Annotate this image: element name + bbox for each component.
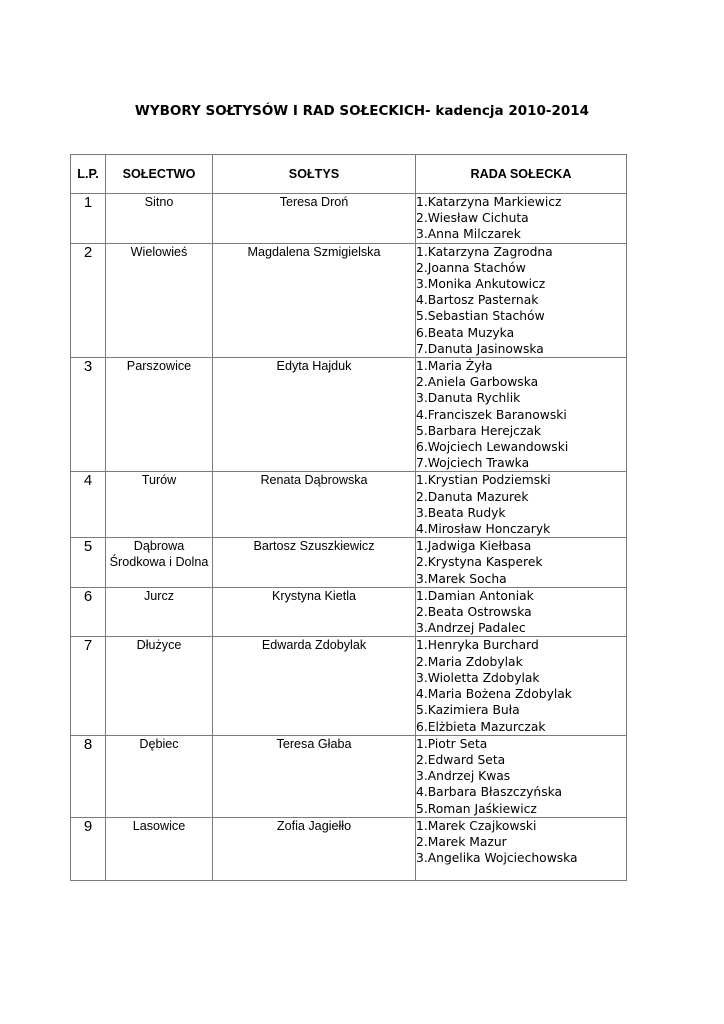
table-row — [71, 194, 627, 244]
council-member: 1.Piotr Seta — [416, 736, 488, 751]
solectwo-cell: Wielowieś — [106, 243, 213, 357]
solectwo-cell: Sitno — [106, 194, 213, 244]
soltys-cell: Edyta Hajduk — [213, 358, 416, 472]
council-member: 2.Edward Seta — [416, 752, 506, 767]
solectwo-cell: Jurcz — [106, 587, 213, 637]
header-lp: L.P. — [71, 155, 106, 194]
council-member: 4.Franciszek Baranowski — [416, 407, 567, 422]
council-member: 6.Wojciech Lewandowski — [416, 440, 569, 455]
soltys-cell: Teresa Droń — [213, 194, 416, 244]
council-member: 4.Maria Bożena Zdobylak — [416, 687, 572, 702]
council-member: 3.Wioletta Zdobylak — [416, 670, 540, 685]
rada-solecka-cell — [416, 637, 627, 735]
solectwo-cell: Lasowice — [106, 817, 213, 880]
council-member: 5.Barbara Herejczak — [416, 423, 542, 438]
council-member: 3.Andrzej Kwas — [416, 769, 511, 784]
row-number: 4 — [71, 472, 106, 538]
row-number: 8 — [71, 735, 106, 817]
council-member: 2.Marek Mazur — [416, 834, 507, 849]
row-number: 2 — [71, 243, 106, 357]
soltys-cell: Renata Dąbrowska — [213, 472, 416, 538]
council-member: 7.Wojciech Trawka — [416, 456, 530, 471]
rada-solecka-cell — [416, 194, 627, 244]
council-member: 2.Wiesław Cichuta — [416, 211, 529, 226]
council-member: 2.Joanna Stachów — [416, 260, 526, 275]
rada-solecka-cell — [416, 472, 627, 538]
council-member: 1.Maria Żyła — [416, 359, 493, 374]
rada-solecka-cell — [416, 587, 627, 637]
council-member: 1.Henryka Burchard — [416, 638, 539, 653]
council-member: 4.Barbara Błaszczyńska — [416, 785, 563, 800]
table-row — [71, 735, 627, 817]
solectwo-cell: Dłużyce — [106, 637, 213, 735]
council-member: 5.Roman Jaśkiewicz — [416, 801, 537, 816]
row-number: 6 — [71, 587, 106, 637]
council-member: 3.Anna Milczarek — [416, 227, 521, 242]
council-member: 2.Maria Zdobylak — [416, 654, 523, 669]
row-number: 9 — [71, 817, 106, 880]
council-member: 5.Kazimiera Buła — [416, 703, 520, 718]
table-row — [71, 538, 627, 588]
soltys-cell: Bartosz Szuszkiewicz — [213, 538, 416, 588]
council-member: 4.Bartosz Pasternak — [416, 293, 539, 308]
council-member: 7.Danuta Jasinowska — [416, 341, 544, 356]
election-results-table — [70, 154, 627, 881]
table-row — [71, 472, 627, 538]
council-member: 2.Krystyna Kasperek — [416, 555, 543, 570]
solectwo-cell: Turów — [106, 472, 213, 538]
row-number: 7 — [71, 637, 106, 735]
council-member: 3.Marek Socha — [416, 571, 507, 586]
solectwo-cell: Dębiec — [106, 735, 213, 817]
table-row — [71, 817, 627, 880]
council-member: 2.Beata Ostrowska — [416, 605, 532, 620]
council-member: 3.Danuta Rychlik — [416, 391, 521, 406]
council-member: 3.Andrzej Padalec — [416, 621, 526, 636]
council-member: 1.Katarzyna Zagrodna — [416, 244, 553, 259]
rada-solecka-cell — [416, 735, 627, 817]
council-member: 5.Sebastian Stachów — [416, 309, 545, 324]
table-header-row — [71, 155, 627, 194]
rada-solecka-cell — [416, 243, 627, 357]
council-member: 1.Jadwiga Kiełbasa — [416, 539, 532, 554]
row-number: 3 — [71, 358, 106, 472]
row-number: 5 — [71, 538, 106, 588]
header-soltys: SOŁTYS — [213, 155, 416, 194]
rada-solecka-cell — [416, 358, 627, 472]
table-row — [71, 243, 627, 357]
council-member: 1.Katarzyna Markiewicz — [416, 195, 562, 209]
council-member: 1.Krystian Podziemski — [416, 473, 551, 488]
council-member: 2.Aniela Garbowska — [416, 375, 539, 390]
solectwo-cell: Dąbrowa Środkowa i Dolna — [106, 538, 213, 588]
council-member: 3.Monika Ankutowicz — [416, 277, 546, 292]
row-number: 1 — [71, 194, 106, 244]
table-body — [71, 194, 627, 881]
council-member: 3.Beata Rudyk — [416, 505, 506, 520]
council-member: 4.Mirosław Honczaryk — [416, 522, 551, 537]
header-rada-solecka: RADA SOŁECKA — [416, 155, 627, 194]
table-row — [71, 587, 627, 637]
rada-solecka-cell — [416, 538, 627, 588]
council-member: 3.Angelika Wojciechowska — [416, 851, 578, 866]
soltys-cell: Teresa Głaba — [213, 735, 416, 817]
council-member: 1.Marek Czajkowski — [416, 818, 537, 833]
soltys-cell: Edwarda Zdobylak — [213, 637, 416, 735]
soltys-cell: Zofia Jagiełło — [213, 817, 416, 880]
soltys-cell: Magdalena Szmigielska — [213, 243, 416, 357]
header-solectwo: SOŁECTWO — [106, 155, 213, 194]
rada-solecka-cell — [416, 817, 627, 880]
document-title: WYBORY SOŁTYSÓW I RAD SOŁECKICH- kadencja 2010-2014 — [134, 103, 590, 119]
solectwo-cell: Parszowice — [106, 358, 213, 472]
table-row — [71, 358, 627, 472]
council-member: 1.Damian Antoniak — [416, 588, 534, 603]
council-member: 6.Elżbieta Mazurczak — [416, 719, 546, 734]
soltys-cell: Krystyna Kietla — [213, 587, 416, 637]
council-member: 2.Danuta Mazurek — [416, 489, 529, 504]
table-row — [71, 637, 627, 735]
council-member: 6.Beata Muzyka — [416, 325, 515, 340]
